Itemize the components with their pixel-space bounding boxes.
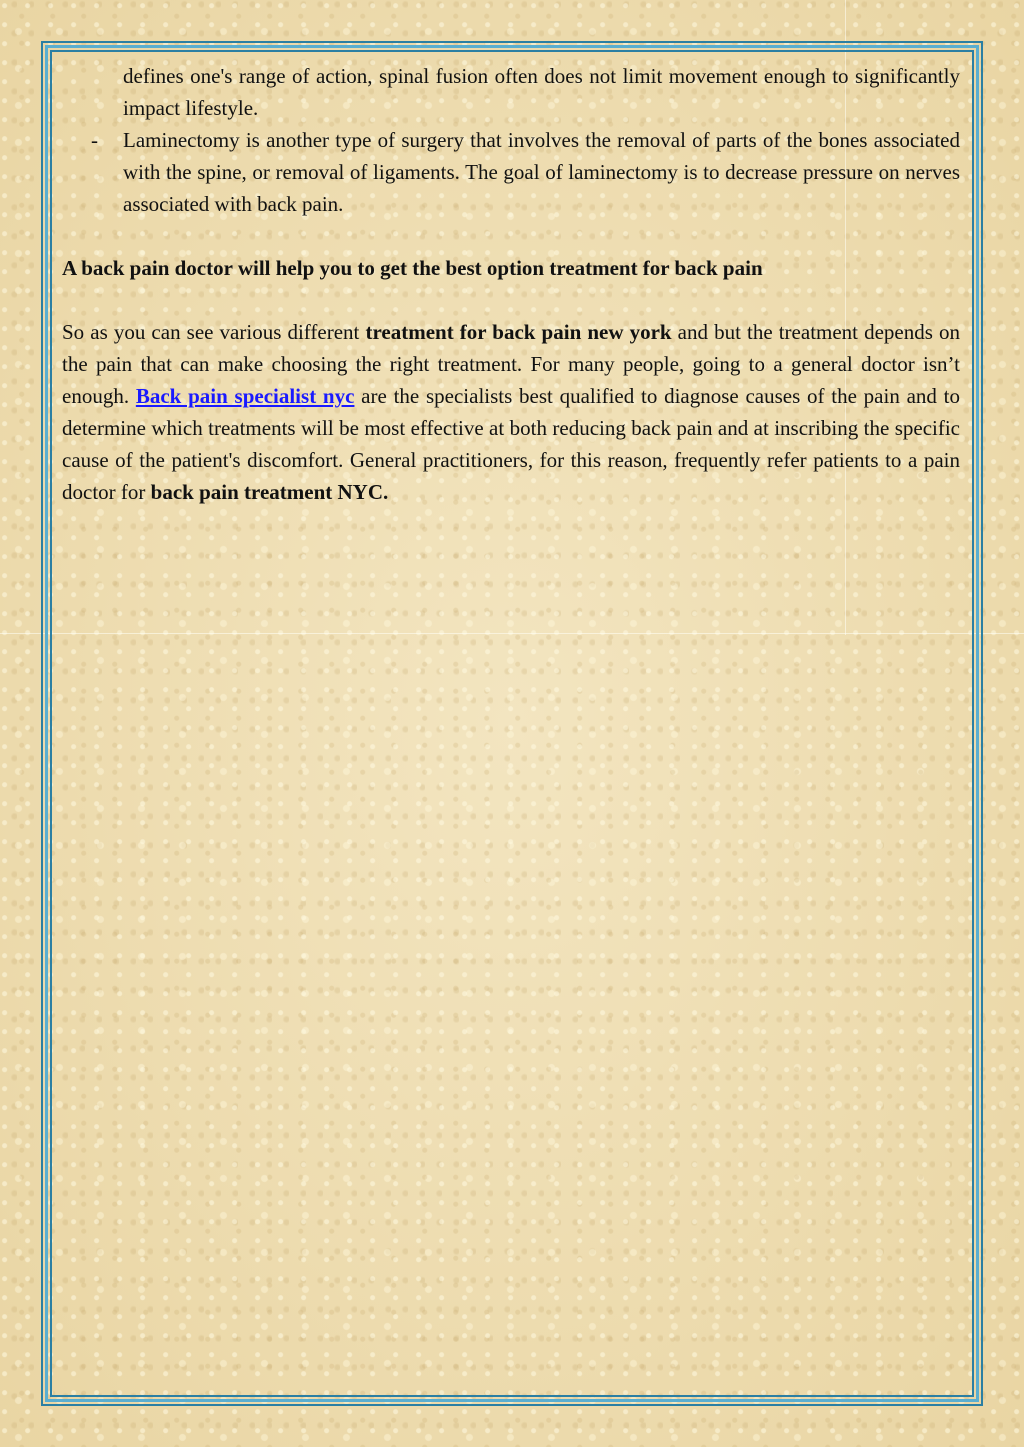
- list-item-text: Laminectomy is another type of surgery that involves the removal of parts of the bones associated with the spine, or removal of ligaments. The goal of laminectomy is to decrease pressure on nerves associated with back pain.: [123, 128, 960, 216]
- list-item-text: defines one's range of action, spinal fusion often does not limit movement enough to significantly impact lifestyle.: [123, 64, 960, 120]
- paragraph-text: and but the treatment depends on the pain that can make choosing the right treatment. For many people, going to a general doctor isn’t enough.: [62, 320, 960, 408]
- bold-phrase: back pain treatment NYC.: [150, 480, 389, 504]
- back-pain-specialist-link[interactable]: Back pain specialist nyc: [135, 384, 355, 408]
- paragraph-text: So as you can see various different: [62, 320, 366, 344]
- body-paragraph: [62, 316, 960, 508]
- paragraph-text: are the specialists best qualified to diagnose causes of the pain and to determine which treatments will be most effective at both reducing back pain and at inscribing the specific cause of the patient's discomfort. General practitioners, for this reason, frequently refer patients to a pain doctor for: [62, 384, 960, 504]
- list-item-laminectomy: [62, 124, 960, 220]
- section-heading: A back pain doctor will help you to get the best option treatment for back pain: [62, 256, 763, 280]
- list-bullet-dash: -: [91, 128, 98, 152]
- surgery-list: [62, 60, 960, 220]
- document-body: [62, 60, 960, 508]
- list-item-continued: [62, 60, 960, 124]
- bold-phrase: treatment for back pain new york: [365, 320, 672, 344]
